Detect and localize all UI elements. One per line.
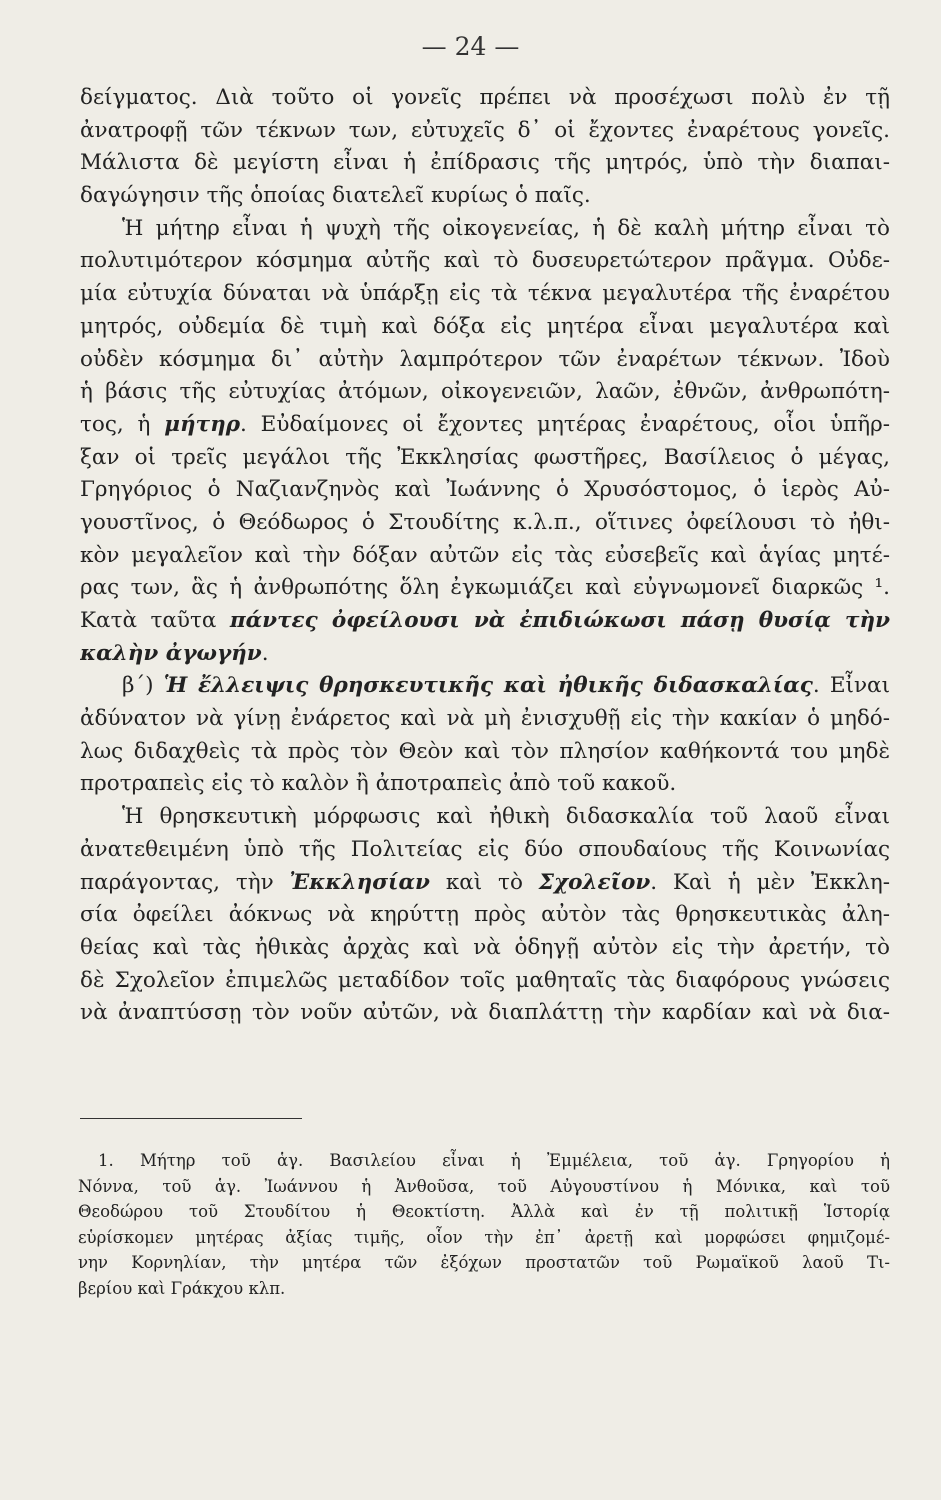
text-line: δείγματος. Διὰ τοῦτο οἱ γονεῖς πρέπει νὰ προσέχωσι πολὺ ἐν τῇ — [80, 85, 890, 110]
text-line: Γρηγόριος ὁ Ναζιανζηνὸς καὶ Ἰωάννης ὁ Χρυσόστομος, ὁ ἱερὸς Αὐ- — [80, 477, 890, 503]
text-line — [80, 867, 890, 900]
footnote-divider — [80, 1118, 302, 1119]
text-line — [80, 605, 890, 638]
text-run: . Εἶναι — [812, 673, 890, 699]
text-line — [80, 638, 890, 671]
text-line: σία ὀφείλει ἀόκνως νὰ κηρύττῃ πρὸς αὐτὸν τὰς θρησκευτικὰς ἀλη- — [80, 902, 890, 928]
text-line: μητρός, οὐδεμία δὲ τιμὴ καὶ δόξα εἰς μητέρα εἶναι μεγαλυτέρα καὶ — [80, 313, 890, 339]
emphasis-mother: μήτηρ — [164, 411, 241, 437]
section-heading-line — [80, 670, 890, 703]
text-line: ξαν οἱ τρεῖς μεγάλοι τῆς Ἐκκλησίας φωστῆρες, Βασίλειος ὁ μέγας, — [80, 444, 890, 470]
page-number: — 24 — — [421, 32, 520, 61]
emphasis-school: Σχολεῖον — [538, 869, 651, 895]
text-run: καὶ τὸ — [445, 869, 523, 895]
text-line: δὲ Σχολεῖον ἐπιμελῶς μεταδίδον τοῖς μαθηταῖς τὰς διαφόρους γνώσεις — [80, 967, 890, 993]
text-line: ἀνατροφῇ τῶν τέκνων των, εὐτυχεῖς δ᾽ οἱ ἔχοντες ἐναρέτους γονεῖς. — [80, 117, 890, 143]
text-run: . — [261, 640, 269, 666]
text-line: πολυτιμότερον κόσμημα αὐτῆς καὶ τὸ δυσευρετώτερον πρᾶγμα. Οὐδε- — [80, 248, 890, 274]
text-line: δαγώγησιν τῆς ὁποίας διατελεῖ κυρίως ὁ παῖς. — [80, 183, 591, 209]
text-line: ἀδύνατον νὰ γίνῃ ἐνάρετος καὶ νὰ μὴ ἐνισχυθῇ εἰς τὴν κακίαν ὁ μηδό- — [80, 706, 890, 732]
emphasis-sacrifice: πάντες ὀφείλουσι νὰ ἐπιδιώκωσι πάσῃ θυσίᾳ τὴν — [229, 608, 890, 633]
footnote-line: Θεοδώρου τοῦ Στουδίτου ἡ Θεοκτίστη. Ἀλλὰ καὶ ἐν τῇ πολιτικῇ Ἱστορίᾳ — [78, 1202, 890, 1221]
section-title: Ἡ ἔλλειψις θρησκευτικῆς καὶ ἠθικῆς διδασκαλίας — [163, 673, 813, 699]
text-line: Ἡ θρησκευτικὴ μόρφωσις καὶ ἠθικὴ διδασκαλία τοῦ λαοῦ εἶναι — [122, 804, 890, 830]
body-text — [80, 82, 890, 1030]
footnote — [78, 1148, 890, 1301]
text-run: . Καὶ ἡ μὲν Ἐκκλη- — [650, 869, 890, 895]
text-run: Κατὰ ταῦτα — [80, 608, 217, 633]
footnote-line: βερίου καὶ Γράκχου κλπ. — [78, 1278, 286, 1298]
footnote-line: Νόννα, τοῦ ἁγ. Ἰωάννου ἡ Ἀνθοῦσα, τοῦ Αὐγουστίνου ἡ Μόνικα, καὶ τοῦ — [78, 1176, 890, 1196]
text-line: μία εὐτυχία δύναται νὰ ὑπάρξῃ εἰς τὰ τέκνα μεγαλυτέρα τῆς ἐναρέτου — [80, 281, 890, 307]
text-run: τος, ἡ — [80, 411, 151, 437]
text-line: Ἡ μήτηρ εἶναι ἡ ψυχὴ τῆς οἰκογενείας, ἡ δὲ καλὴ μήτηρ εἶναι τὸ — [122, 215, 890, 241]
text-line: προτραπεὶς εἰς τὸ καλὸν ἢ ἀποτραπεὶς ἀπὸ τοῦ κακοῦ. — [80, 771, 677, 797]
text-line: ἡ βάσις τῆς εὐτυχίας ἀτόμων, οἰκογενειῶν, λαῶν, ἐθνῶν, ἀνθρωπότη- — [80, 379, 890, 405]
text-line: κὸν μεγαλεῖον καὶ τὴν δόξαν αὐτῶν εἰς τὰς εὐσεβεῖς καὶ ἁγίας μητέ- — [80, 542, 890, 568]
text-line: Μάλιστα δὲ μεγίστη εἶναι ἡ ἐπίδρασις τῆς μητρός, ὑπὸ τὴν διαπαι- — [80, 150, 890, 176]
text-line: γουστῖνος, ὁ Θεόδωρος ὁ Στουδίτης κ.λ.π., οἵτινες ὀφείλουσι τὸ ἠθι- — [80, 509, 890, 535]
text-line: ἀνατεθειμένη ὑπὸ τῆς Πολιτείας εἰς δύο σπουδαίους τῆς Κοινωνίας — [80, 836, 890, 862]
text-line: οὐδὲν κόσμημα δι᾽ αὐτὴν λαμπρότερον τῶν ἐναρέτων τέκνων. Ἰδοὺ — [80, 346, 890, 372]
section-marker: β´) — [122, 673, 154, 699]
footnote-line: εὑρίσκομεν μητέρας ἀξίας τιμῆς, οἷον τὴν ἐπ᾽ ἀρετῇ καὶ μορφώσει φημιζομέ- — [78, 1227, 890, 1247]
text-line: θείας καὶ τὰς ἠθικὰς ἀρχὰς καὶ νὰ ὁδηγῇ αὐτὸν εἰς τὴν ἀρετήν, τὸ — [80, 934, 890, 960]
text-line: ρας των, ἃς ἡ ἀνθρωπότης ὅλη ἐγκωμιάζει καὶ εὐγνωμονεῖ διαρκῶς ¹. — [80, 575, 890, 601]
text-line: νὰ ἀναπτύσσῃ τὸν νοῦν αὐτῶν, νὰ διαπλάττῃ τὴν καρδίαν καὶ νὰ δια- — [80, 1000, 890, 1026]
emphasis-church: Ἐκκλησίαν — [289, 869, 430, 895]
emphasis-upbringing: καλὴν ἀγωγήν — [80, 640, 262, 666]
text-line — [80, 409, 890, 442]
footnote-line: νην Κορνηλίαν, τὴν μητέρα τῶν ἐξόχων προστατῶν τοῦ Ρωμαϊκοῦ λαοῦ Τι- — [78, 1253, 890, 1272]
text-line: λως διδαχθεὶς τὰ πρὸς τὸν Θεὸν καὶ τὸν πλησίον καθήκοντά του μηδὲ — [80, 738, 890, 764]
text-run: . Εὐδαίμονες οἱ ἔχοντες μητέρας ἐναρέτους, οἷοι ὑπῆρ- — [240, 411, 890, 437]
text-run: παράγοντας, τὴν — [80, 869, 274, 895]
footnote-line: 1. Μήτηρ τοῦ ἁγ. Βασιλείου εἶναι ἡ Ἐμμέλεια, τοῦ ἁγ. Γρηγορίου ἡ — [98, 1151, 890, 1170]
